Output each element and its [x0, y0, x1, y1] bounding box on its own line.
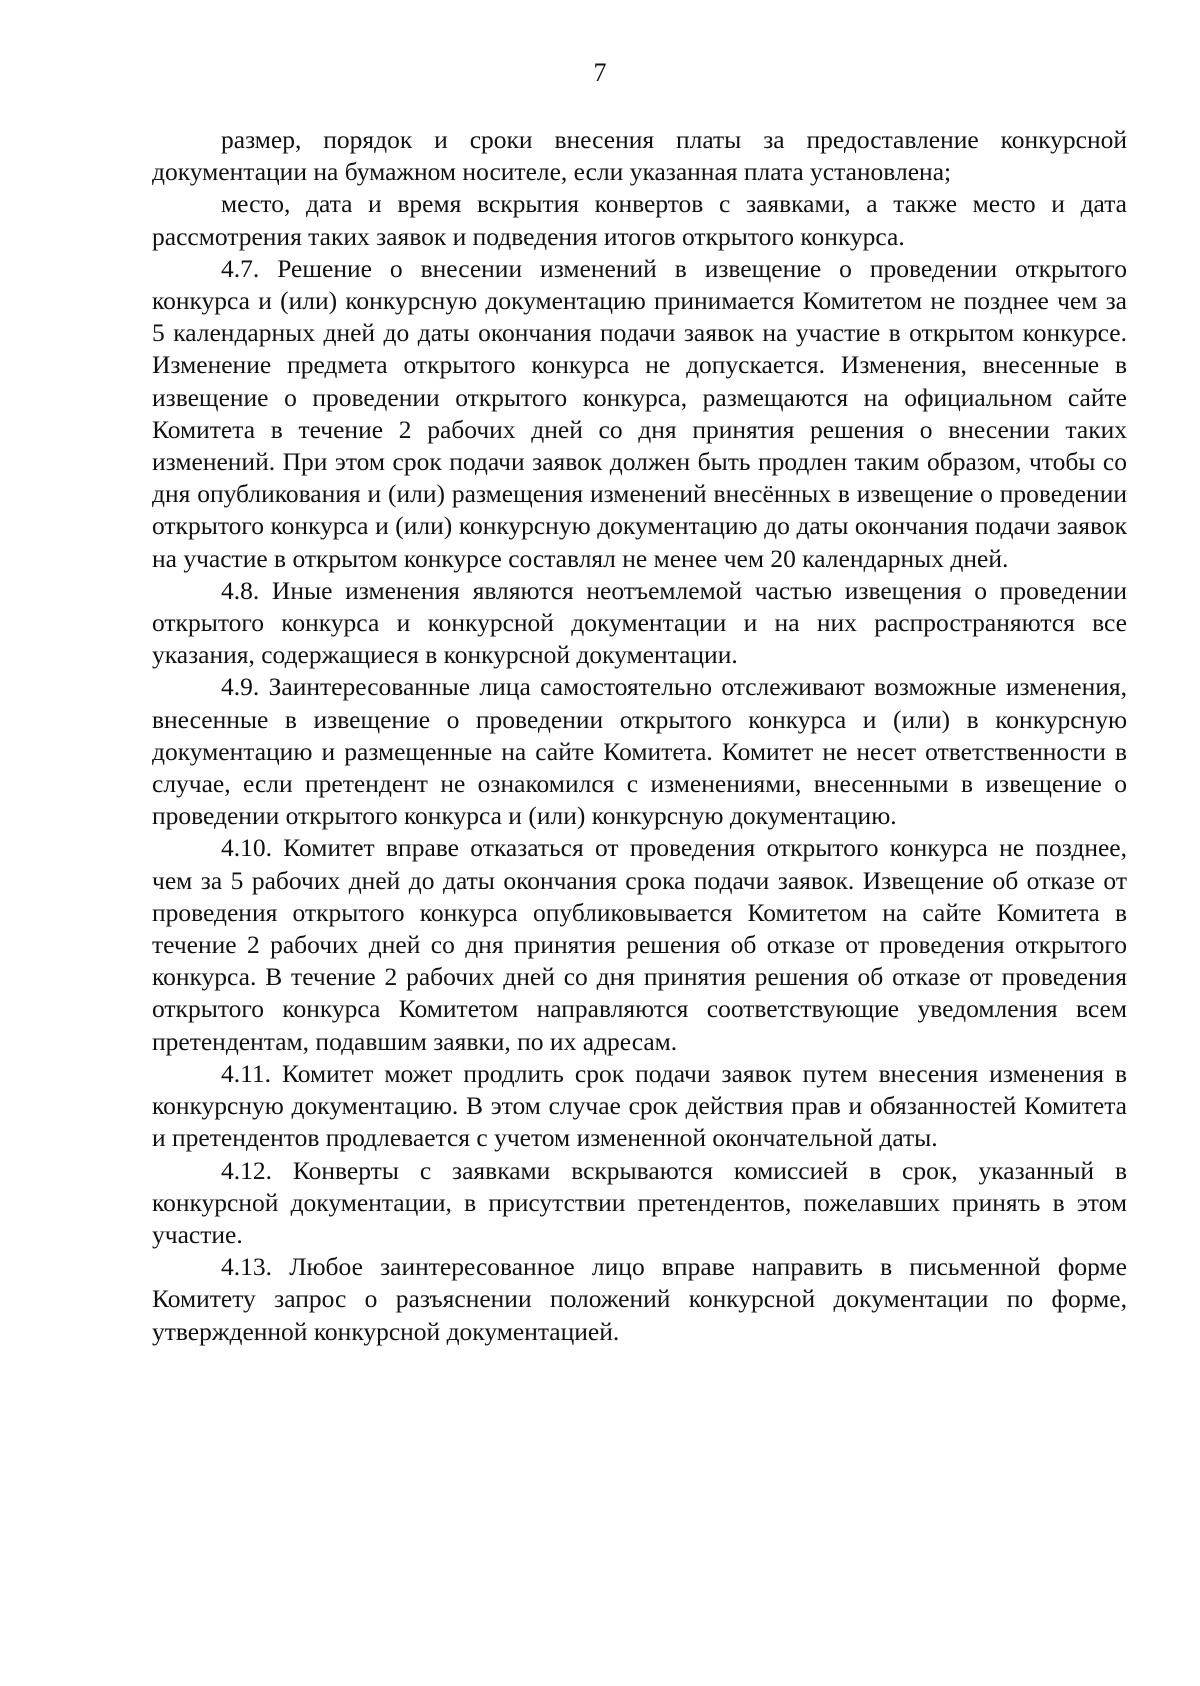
paragraph-4-10: 4.10. Комитет вправе отказаться от проведения открытого конкурса не позднее, чем за 5 рабочих дней до даты окончания срока подачи заявок. Извещение об отказе от проведения открытого конкурса опубликовывается Комитетом на сайте Комитета в течение 2 рабочих дней со дня принятия решения об отказе от проведения открытого конкурса. В течение 2 рабочих дней со дня принятия решения об отказе от проведения открытого конкурса Комитетом направляются соответствующие уведомления всем претендентам, подавшим заявки, по их адресам.	[152, 833, 1127, 1056]
paragraph-4-8: 4.8. Иные изменения являются неотъемлемой частью извещения о проведении открытого конкурса и конкурсной документации и на них распространяются все указания, содержащиеся в конкурсной документации.	[152, 575, 1127, 670]
page-number: 7	[593, 58, 607, 87]
paragraph-4-13: 4.13. Любое заинтересованное лицо вправе направить в письменной форме Комитету запрос о разъяснении положений конкурсной документации по форме, утвержденной конкурсной документацией.	[152, 1252, 1127, 1346]
paragraph-4-7: 4.7. Решение о внесении изменений в извещение о проведении открытого конкурса и (или) конкурсную документацию принимается Комитетом не позднее чем за 5 календарных дней до даты окончания подачи заявок на участие в открытом конкурсе. Изменение предмета открытого конкурса не допускается. Изменения, внесенные в извещение о проведении открытого конкурса, размещаются на официальном сайте Комитета в течение 2 рабочих дней со дня принятия решения о внесении таких изменений. При этом срок подачи заявок должен быть продлен таким образом, чтобы со дня опубликования и (или) размещения изменений внесённых в извещение о проведении открытого конкурса и (или) конкурсную документацию до даты окончания подачи заявок на участие в открытом конкурсе составлял не менее чем 20 календарных дней.	[152, 253, 1127, 573]
paragraph-envelope-opening: место, дата и время вскрытия конвертов с заявками, а также место и дата рассмотрения таких заявок и подведения итогов открытого конкурса.	[152, 189, 1127, 251]
document-body	[152, 124, 1127, 1348]
paragraph-payment-terms: размер, порядок и сроки внесения платы за предоставление конкурсной документации на бумажном носителе, если указанная плата установлена;	[152, 125, 1127, 187]
paragraph-4-9: 4.9. Заинтересованные лица самостоятельно отслеживают возможные изменения, внесенные в извещение о проведении открытого конкурса и (или) в конкурсную документацию и размещенные на сайте Комитета. Комитет не несет ответственности в случае, если претендент не ознакомился с изменениями, внесенными в извещение о проведении открытого конкурса и (или) конкурсную документацию.	[152, 672, 1127, 831]
paragraph-4-11: 4.11. Комитет может продлить срок подачи заявок путем внесения изменения в конкурсную документацию. В этом случае срок действия прав и обязанностей Комитета и претендентов продлевается с учетом измененной окончательной даты.	[152, 1058, 1127, 1153]
paragraph-4-12: 4.12. Конверты с заявками вскрываются комиссией в срок, указанный в конкурсной документации, в присутствии претендентов, пожелавших принять в этом участие.	[152, 1155, 1127, 1249]
